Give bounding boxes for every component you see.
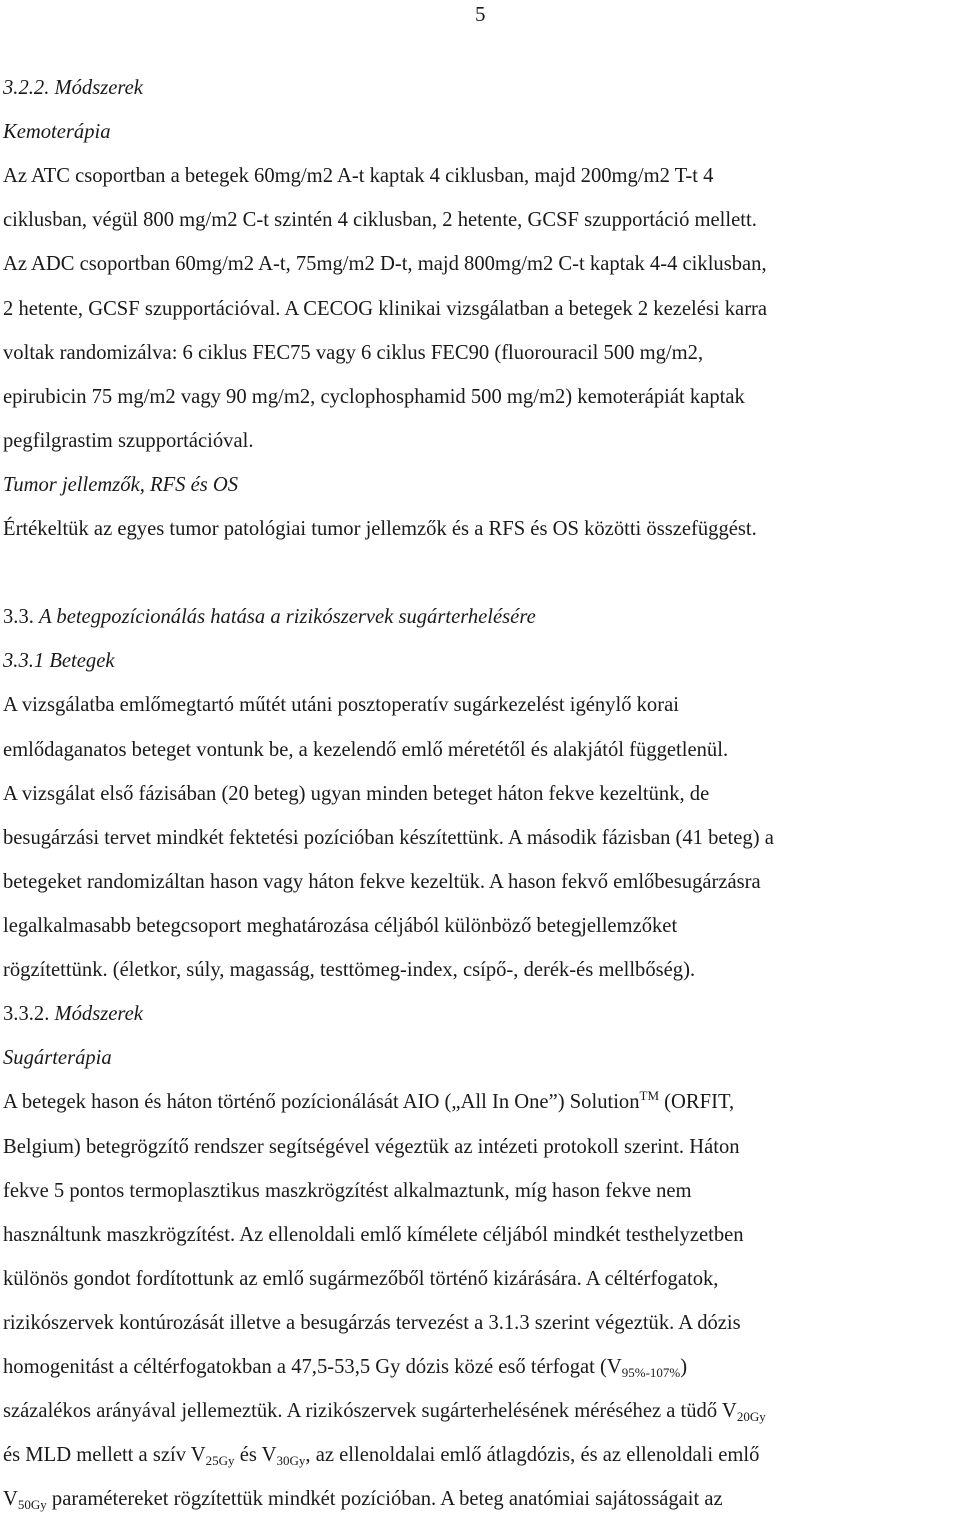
paragraph-line bbox=[3, 1090, 734, 1114]
section-title: Módszerek bbox=[54, 1003, 143, 1025]
text-run: , az ellenoldalai emlő átlagdózis, és az ellenoldali emlő bbox=[305, 1444, 760, 1466]
text-run: (ORFIT, bbox=[659, 1091, 735, 1113]
paragraph-line bbox=[3, 1399, 766, 1423]
paragraph-line: emlődaganatos beteget vontunk be, a kezelendő emlő méretétől és alakjától függetlenül. bbox=[3, 739, 729, 761]
subscript: 30Gy bbox=[276, 1453, 306, 1468]
paragraph-line: besugárzási tervet mindkét fektetési pozícióban készítettünk. A második fázisban (41 beteg) a bbox=[3, 827, 774, 849]
paragraph-line: használtunk maszkrögzítést. Az ellenoldali emlő kímélete céljából mindkét testhelyzetben bbox=[3, 1224, 744, 1246]
subheading-tumor-characteristics: Tumor jellemzők, RFS és OS bbox=[3, 474, 239, 496]
trademark-superscript: TM bbox=[639, 1088, 660, 1103]
subscript: 95%-107% bbox=[621, 1365, 681, 1380]
subscript: 25Gy bbox=[205, 1453, 235, 1468]
paragraph-line: legalkalmasabb betegcsoport meghatározása céljából különböző betegjellemzőket bbox=[3, 915, 678, 937]
paragraph-line bbox=[3, 1443, 759, 1467]
paragraph-line: Az ATC csoportban a betegek 60mg/m2 A-t kaptak 4 ciklusban, majd 200mg/m2 T-t 4 bbox=[3, 165, 714, 187]
paragraph-line: Belgium) betegrögzítő rendszer segítségével végeztük az intézeti protokoll szerint. Háton bbox=[3, 1136, 740, 1158]
section-number: 3.3. bbox=[3, 606, 40, 628]
paragraph-line: ciklusban, végül 800 mg/m2 C-t szintén 4 ciklusban, 2 hetente, GCSF szupportáció mellett. bbox=[3, 209, 757, 231]
paragraph-line: különös gondot fordítottunk az emlő sugármezőből történő kizárására. A céltérfogatok, bbox=[3, 1268, 719, 1290]
paragraph-line: A vizsgálat első fázisában (20 beteg) ugyan minden beteget háton fekve kezeltünk, de bbox=[3, 783, 710, 805]
subheading-chemotherapy: Kemoterápia bbox=[3, 121, 111, 143]
subheading-patients: 3.3.1 Betegek bbox=[3, 650, 115, 672]
text-run: és MLD mellett a szív V bbox=[3, 1444, 206, 1466]
paragraph-line: voltak randomizálva: 6 ciklus FEC75 vagy 6 ciklus FEC90 (fluorouracil 500 mg/m2, bbox=[3, 342, 704, 364]
section-number: 3.3.2. bbox=[3, 1003, 55, 1025]
section-heading-methods: 3.2.2. Módszerek bbox=[3, 77, 143, 99]
paragraph-line: epirubicin 75 mg/m2 vagy 90 mg/m2, cyclophosphamid 500 mg/m2) kemoterápiát kaptak bbox=[3, 386, 745, 408]
paragraph-line: rögzítettünk. (életkor, súly, magasság, testtömeg-index, csípő-, derék-és mellbőség). bbox=[3, 959, 696, 981]
subheading-radiotherapy: Sugárterápia bbox=[3, 1047, 112, 1069]
text-run: és V bbox=[234, 1444, 277, 1466]
page-number: 5 bbox=[475, 2, 486, 26]
paragraph-line: 2 hetente, GCSF szupportációval. A CECOG klinikai vizsgálatban a betegek 2 kezelési karra bbox=[3, 298, 768, 320]
paragraph-line bbox=[3, 1487, 723, 1511]
paragraph-line: rizikószervek kontúrozását illetve a besugárzás tervezést a 3.1.3 szerint végeztük. A dózis bbox=[3, 1312, 741, 1334]
text-run: paramétereket rögzítettük mindkét pozícióban. A beteg anatómiai sajátosságait az bbox=[46, 1488, 723, 1510]
paragraph-line: betegeket randomizáltan hason vagy háton fekve kezeltük. A hason fekvő emlőbesugárzásra bbox=[3, 871, 761, 893]
text-run: A betegek hason és háton történő pozícionálását AIO („All In One”) Solution bbox=[3, 1091, 640, 1113]
text-run: homogenitást a céltérfogatokban a 47,5-53,5 Gy dózis közé eső térfogat (V bbox=[3, 1356, 622, 1378]
paragraph-line: Értékeltük az egyes tumor patológiai tumor jellemzők és a RFS és OS közötti összefüggést. bbox=[3, 518, 757, 540]
section-heading-methods-2 bbox=[3, 1002, 143, 1026]
paragraph-line: A vizsgálatba emlőmegtartó műtét utáni posztoperatív sugárkezelést igénylő korai bbox=[3, 694, 679, 716]
text-run: ) bbox=[680, 1356, 688, 1378]
section-heading-positioning bbox=[3, 605, 536, 629]
subscript: 50Gy bbox=[17, 1497, 47, 1512]
paragraph-line: Az ADC csoportban 60mg/m2 A-t, 75mg/m2 D-t, majd 800mg/m2 C-t kaptak 4-4 ciklusban, bbox=[3, 253, 767, 275]
text-run: V bbox=[3, 1488, 18, 1510]
paragraph-line: pegfilgrastim szupportációval. bbox=[3, 430, 254, 452]
text-run: százalékos arányával jellemeztük. A rizikószervek sugárterhelésének méréséhez a tüdő V bbox=[3, 1400, 737, 1422]
subscript: 20Gy bbox=[736, 1409, 766, 1424]
paragraph-line: fekve 5 pontos termoplasztikus maszkrögzítést alkalmaztunk, míg hason fekve nem bbox=[3, 1180, 692, 1202]
section-title: A betegpozícionálás hatása a rizikószervek sugárterhelésére bbox=[39, 606, 536, 628]
paragraph-line bbox=[3, 1355, 687, 1379]
